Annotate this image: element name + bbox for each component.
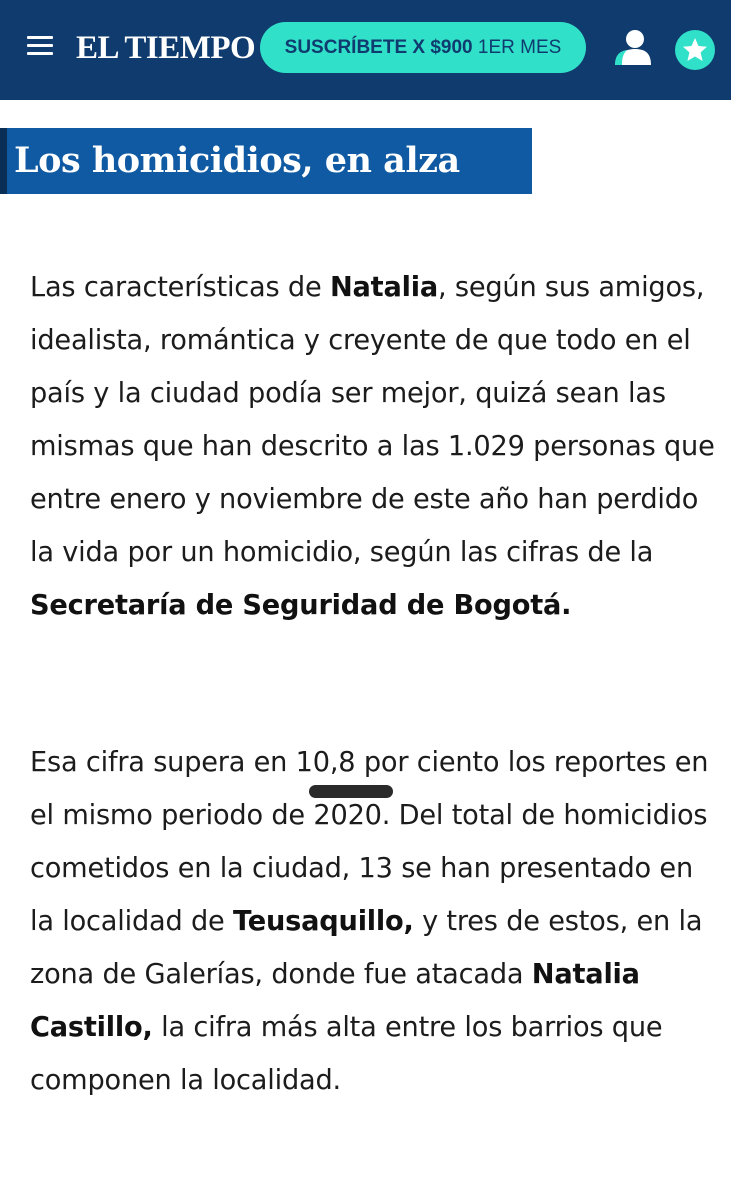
bold-text-run: Natalia Castillo, — [30, 959, 640, 1043]
section-heading: Los homicidios, en alza — [0, 128, 532, 194]
bold-text-run: Teusaquillo, — [233, 906, 414, 937]
subscribe-button[interactable] — [260, 22, 586, 73]
bold-text-run: Secretaría de Seguridad de Bogotá. — [30, 590, 572, 621]
favorites-star-icon[interactable] — [674, 29, 716, 71]
site-logo[interactable]: EL TIEMPO — [76, 30, 256, 66]
text-run: , según sus amigos, idealista, romántica y creyente de que todo en el país y la ciudad podía ser mejor, quizá sean las mismas que han descrito a las 1.029 personas que entre enero y noviembre de este año han perdido la vida por un homicidio, según las cifras de la — [30, 272, 715, 568]
user-account-icon[interactable] — [613, 27, 655, 67]
text-run: y tres de estos, en la zona de Galerías, donde fue atacada — [30, 906, 703, 990]
text-run: Esa cifra supera en 10,8 por ciento los reportes en el mismo periodo de 2020. Del total de homicidios cometidos en la ciudad, 13 se han presentado en la localidad de — [30, 747, 709, 937]
hamburger-menu-icon[interactable] — [27, 36, 53, 56]
top-navigation-bar — [0, 0, 731, 100]
subscribe-suffix-label: 1ER MES — [477, 37, 562, 58]
bold-text-run: Natalia — [329, 272, 438, 303]
redaction-mark — [309, 785, 393, 798]
article-paragraph-1 — [30, 261, 720, 632]
text-run: la cifra más alta entre los barrios que componen la localidad. — [30, 1012, 663, 1096]
text-run: Las características de — [30, 272, 330, 303]
subscribe-main-label: SUSCRÍBETE X $900 — [284, 37, 473, 58]
